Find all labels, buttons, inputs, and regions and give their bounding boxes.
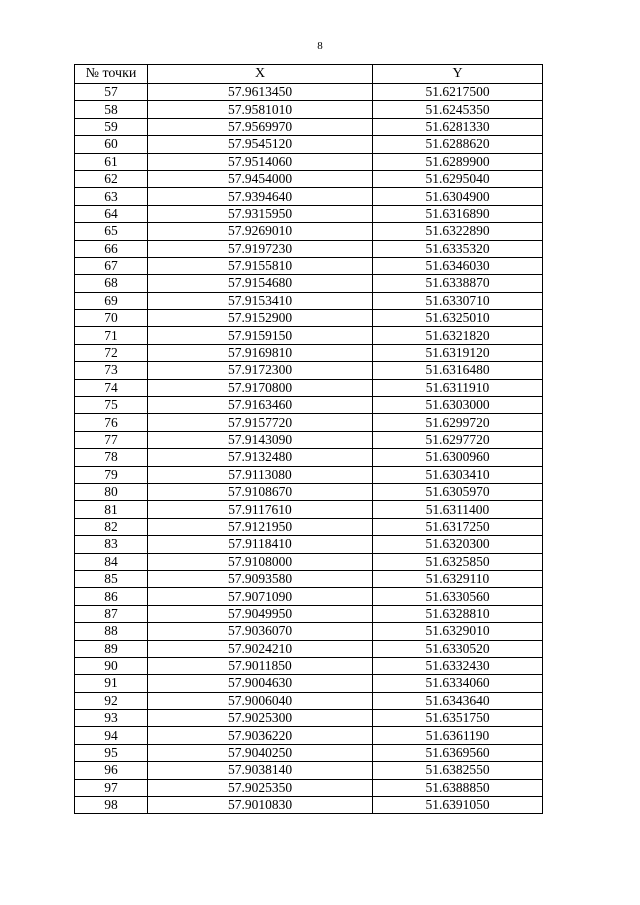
x-cell: 57.9004630: [148, 675, 373, 692]
x-cell: 57.9155810: [148, 257, 373, 274]
x-cell: 57.9132480: [148, 449, 373, 466]
point-number-cell: 81: [75, 501, 148, 518]
y-cell: 51.6369560: [373, 744, 543, 761]
point-number-cell: 72: [75, 344, 148, 361]
x-cell: 57.9024210: [148, 640, 373, 657]
y-cell: 51.6335320: [373, 240, 543, 257]
point-number-cell: 68: [75, 275, 148, 292]
table-row: [75, 797, 543, 814]
x-cell: 57.9269010: [148, 223, 373, 240]
point-number-cell: 91: [75, 675, 148, 692]
y-cell: 51.6332430: [373, 657, 543, 674]
table-row: [75, 344, 543, 361]
table-row: [75, 570, 543, 587]
y-cell: 51.6343640: [373, 692, 543, 709]
point-number-cell: 71: [75, 327, 148, 344]
point-number-cell: 57: [75, 84, 148, 101]
y-cell: 51.6303000: [373, 397, 543, 414]
table-row: [75, 292, 543, 309]
x-cell: 57.9071090: [148, 588, 373, 605]
table-row: [75, 205, 543, 222]
y-cell: 51.6311400: [373, 501, 543, 518]
table-row: [75, 84, 543, 101]
point-number-cell: 77: [75, 431, 148, 448]
table-row: [75, 483, 543, 500]
point-number-cell: 84: [75, 553, 148, 570]
point-number-cell: 76: [75, 414, 148, 431]
y-cell: 51.6346030: [373, 257, 543, 274]
y-cell: 51.6351750: [373, 710, 543, 727]
point-number-cell: 73: [75, 362, 148, 379]
x-cell: 57.9197230: [148, 240, 373, 257]
table-row: [75, 605, 543, 622]
x-cell: 57.9040250: [148, 744, 373, 761]
y-cell: 51.6281330: [373, 118, 543, 135]
y-cell: 51.6316480: [373, 362, 543, 379]
y-cell: 51.6325850: [373, 553, 543, 570]
x-cell: 57.9153410: [148, 292, 373, 309]
table-row: [75, 727, 543, 744]
table-row: [75, 188, 543, 205]
y-cell: 51.6329010: [373, 623, 543, 640]
point-number-cell: 93: [75, 710, 148, 727]
y-cell: 51.6320300: [373, 536, 543, 553]
y-cell: 51.6317250: [373, 518, 543, 535]
point-number-cell: 80: [75, 483, 148, 500]
y-cell: 51.6338870: [373, 275, 543, 292]
y-cell: 51.6319120: [373, 344, 543, 361]
y-cell: 51.6328810: [373, 605, 543, 622]
y-cell: 51.6288620: [373, 136, 543, 153]
table-row: [75, 136, 543, 153]
table-row: [75, 449, 543, 466]
y-cell: 51.6295040: [373, 170, 543, 187]
x-cell: 57.9143090: [148, 431, 373, 448]
y-cell: 51.6217500: [373, 84, 543, 101]
table-row: [75, 310, 543, 327]
table-row: [75, 623, 543, 640]
x-cell: 57.9170800: [148, 379, 373, 396]
point-number-cell: 95: [75, 744, 148, 761]
y-cell: 51.6245350: [373, 101, 543, 118]
y-cell: 51.6305970: [373, 483, 543, 500]
table-row: [75, 640, 543, 657]
point-number-cell: 96: [75, 762, 148, 779]
point-number-cell: 61: [75, 153, 148, 170]
x-cell: 57.9454000: [148, 170, 373, 187]
y-cell: 51.6300960: [373, 449, 543, 466]
y-cell: 51.6330710: [373, 292, 543, 309]
point-number-cell: 74: [75, 379, 148, 396]
point-number-cell: 65: [75, 223, 148, 240]
table-header-row: [75, 65, 543, 84]
y-cell: 51.6325010: [373, 310, 543, 327]
x-cell: 57.9545120: [148, 136, 373, 153]
y-cell: 51.6321820: [373, 327, 543, 344]
x-cell: 57.9172300: [148, 362, 373, 379]
table-row: [75, 692, 543, 709]
x-cell: 57.9036220: [148, 727, 373, 744]
y-cell: 51.6299720: [373, 414, 543, 431]
y-cell: 51.6391050: [373, 797, 543, 814]
y-cell: 51.6316890: [373, 205, 543, 222]
point-number-cell: 92: [75, 692, 148, 709]
y-cell: 51.6322890: [373, 223, 543, 240]
point-number-cell: 83: [75, 536, 148, 553]
x-cell: 57.9118410: [148, 536, 373, 553]
point-number-cell: 78: [75, 449, 148, 466]
point-number-cell: 98: [75, 797, 148, 814]
table-row: [75, 744, 543, 761]
point-number-cell: 88: [75, 623, 148, 640]
page-number: 8: [317, 40, 323, 52]
table-row: [75, 466, 543, 483]
x-cell: 57.9011850: [148, 657, 373, 674]
table-row: [75, 553, 543, 570]
point-number-cell: 69: [75, 292, 148, 309]
header-point-number: № точки: [75, 65, 148, 84]
y-cell: 51.6303410: [373, 466, 543, 483]
table-row: [75, 153, 543, 170]
x-cell: 57.9010830: [148, 797, 373, 814]
coordinates-table: [74, 64, 543, 814]
table-row: [75, 536, 543, 553]
x-cell: 57.9113080: [148, 466, 373, 483]
table-row: [75, 327, 543, 344]
point-number-cell: 58: [75, 101, 148, 118]
x-cell: 57.9025350: [148, 779, 373, 796]
x-cell: 57.9036070: [148, 623, 373, 640]
y-cell: 51.6330520: [373, 640, 543, 657]
point-number-cell: 89: [75, 640, 148, 657]
x-cell: 57.9159150: [148, 327, 373, 344]
point-number-cell: 75: [75, 397, 148, 414]
x-cell: 57.9569970: [148, 118, 373, 135]
table-row: [75, 588, 543, 605]
x-cell: 57.9394640: [148, 188, 373, 205]
x-cell: 57.9157720: [148, 414, 373, 431]
y-cell: 51.6329110: [373, 570, 543, 587]
table-row: [75, 397, 543, 414]
x-cell: 57.9152900: [148, 310, 373, 327]
x-cell: 57.9108000: [148, 553, 373, 570]
table-row: [75, 431, 543, 448]
point-number-cell: 94: [75, 727, 148, 744]
point-number-cell: 63: [75, 188, 148, 205]
table-row: [75, 414, 543, 431]
table-row: [75, 518, 543, 535]
point-number-cell: 64: [75, 205, 148, 222]
x-cell: 57.9121950: [148, 518, 373, 535]
point-number-cell: 85: [75, 570, 148, 587]
point-number-cell: 60: [75, 136, 148, 153]
x-cell: 57.9581010: [148, 101, 373, 118]
table-row: [75, 710, 543, 727]
table-row: [75, 362, 543, 379]
table-row: [75, 501, 543, 518]
y-cell: 51.6311910: [373, 379, 543, 396]
x-cell: 57.9315950: [148, 205, 373, 222]
y-cell: 51.6304900: [373, 188, 543, 205]
x-cell: 57.9038140: [148, 762, 373, 779]
y-cell: 51.6289900: [373, 153, 543, 170]
x-cell: 57.9117610: [148, 501, 373, 518]
y-cell: 51.6388850: [373, 779, 543, 796]
table-body: [75, 84, 543, 814]
table-row: [75, 779, 543, 796]
table-row: [75, 118, 543, 135]
x-cell: 57.9049950: [148, 605, 373, 622]
table-row: [75, 240, 543, 257]
x-cell: 57.9514060: [148, 153, 373, 170]
table-row: [75, 379, 543, 396]
table-row: [75, 170, 543, 187]
x-cell: 57.9154680: [148, 275, 373, 292]
y-cell: 51.6334060: [373, 675, 543, 692]
y-cell: 51.6297720: [373, 431, 543, 448]
x-cell: 57.9163460: [148, 397, 373, 414]
table-row: [75, 762, 543, 779]
point-number-cell: 70: [75, 310, 148, 327]
point-number-cell: 67: [75, 257, 148, 274]
table-row: [75, 223, 543, 240]
y-cell: 51.6382550: [373, 762, 543, 779]
point-number-cell: 90: [75, 657, 148, 674]
x-cell: 57.9093580: [148, 570, 373, 587]
x-cell: 57.9613450: [148, 84, 373, 101]
table-row: [75, 275, 543, 292]
point-number-cell: 97: [75, 779, 148, 796]
header-x: X: [148, 65, 373, 84]
point-number-cell: 87: [75, 605, 148, 622]
table-row: [75, 101, 543, 118]
table-row: [75, 657, 543, 674]
x-cell: 57.9169810: [148, 344, 373, 361]
point-number-cell: 86: [75, 588, 148, 605]
point-number-cell: 82: [75, 518, 148, 535]
point-number-cell: 59: [75, 118, 148, 135]
table-row: [75, 675, 543, 692]
header-y: Y: [373, 65, 543, 84]
point-number-cell: 66: [75, 240, 148, 257]
x-cell: 57.9006040: [148, 692, 373, 709]
y-cell: 51.6330560: [373, 588, 543, 605]
table-row: [75, 257, 543, 274]
y-cell: 51.6361190: [373, 727, 543, 744]
x-cell: 57.9025300: [148, 710, 373, 727]
point-number-cell: 62: [75, 170, 148, 187]
point-number-cell: 79: [75, 466, 148, 483]
x-cell: 57.9108670: [148, 483, 373, 500]
